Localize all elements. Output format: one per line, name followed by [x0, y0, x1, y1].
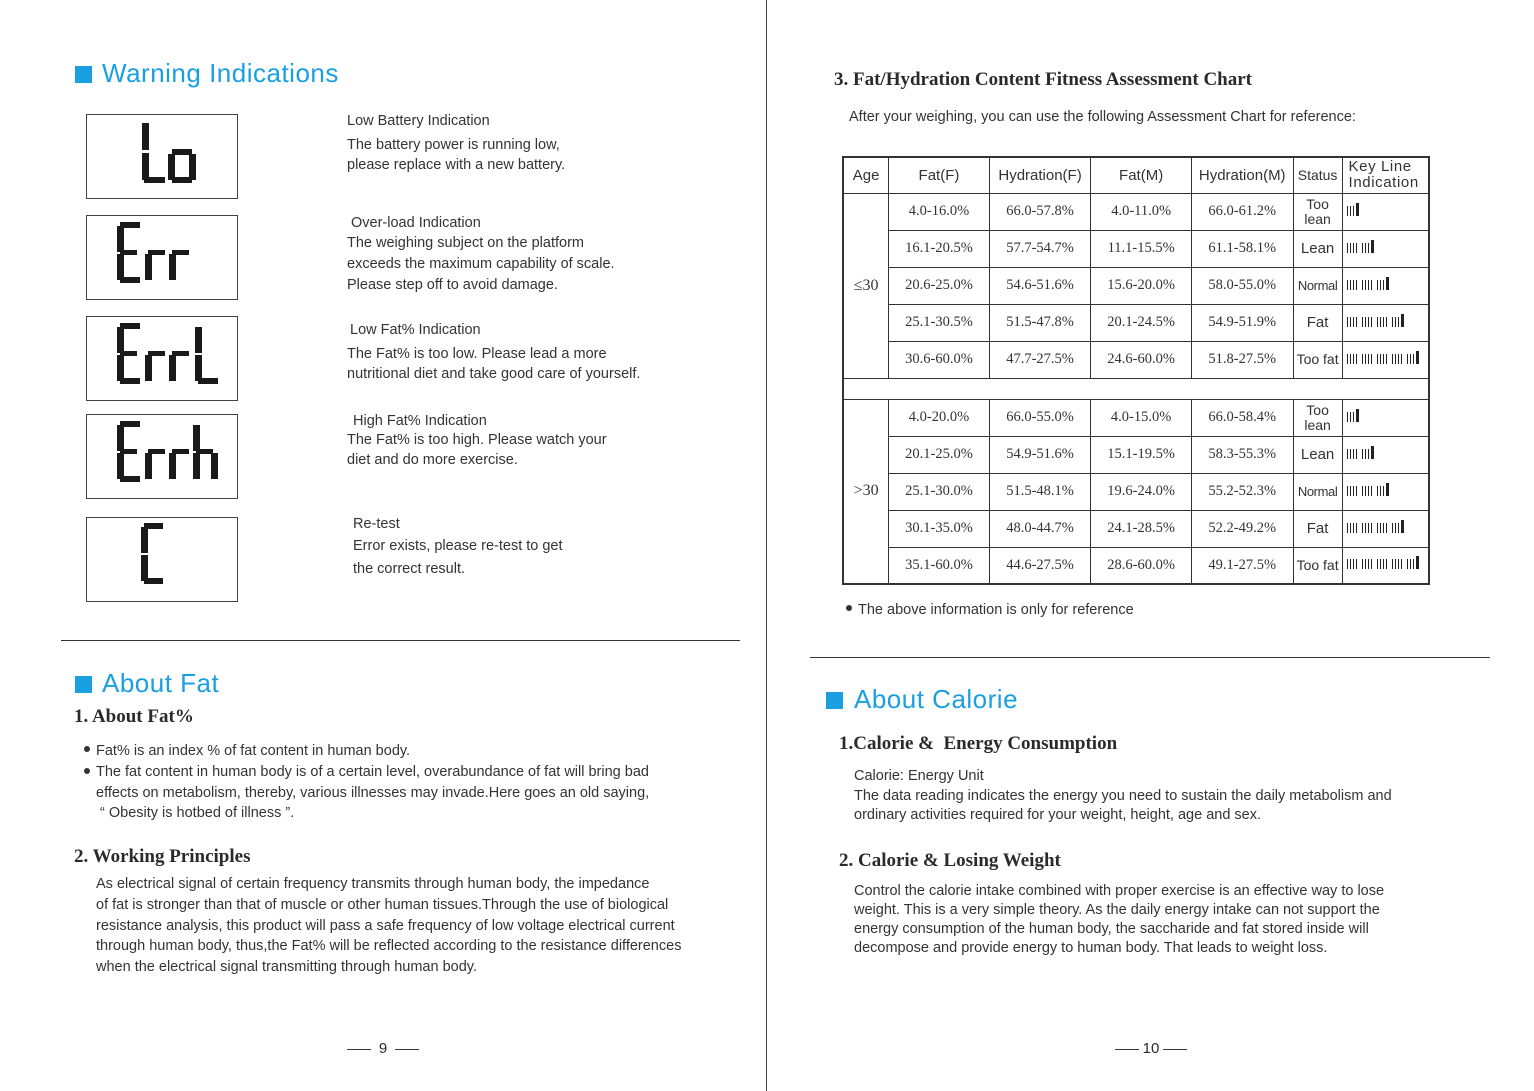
cell-hydration-f: 57.7-54.7%: [989, 230, 1091, 267]
calorie-text-1: [854, 767, 1392, 826]
cell-hydration-f: 51.5-48.1%: [989, 473, 1091, 510]
key-line-icon: [1347, 520, 1406, 533]
warning-title: Warning Indications: [102, 58, 339, 88]
cell-key-line: [1342, 399, 1429, 436]
text-line: effects on metabolism, thereby, various illnesses may invade.Here goes an old saying,: [96, 784, 650, 801]
warning-item-err: [347, 215, 747, 296]
cell-key-line: [1342, 267, 1429, 304]
text-line: diet and do more exercise.: [347, 452, 518, 468]
assessment-table: [842, 156, 1430, 585]
text-line: The data reading indicates the energy you need to sustain the daily metabolism and: [854, 787, 1392, 804]
page-number-right: [1115, 1040, 1187, 1060]
text-line: The weighing subject on the platform: [347, 235, 584, 251]
cell-fat-f: 20.6-25.0%: [889, 267, 989, 304]
page-number-text: 10: [1142, 1040, 1160, 1057]
section-square-icon: [826, 692, 843, 709]
lcd-errl-icon: [87, 317, 237, 400]
table-row: [843, 304, 1429, 341]
cell-key-line: [1342, 473, 1429, 510]
cell-status: Too fat: [1293, 341, 1342, 378]
fat-bullet-1: Fat% is an index % of fat content in human body.: [96, 743, 411, 759]
table-row: [843, 436, 1429, 473]
warning-item-title: High Fat% Indication: [353, 413, 487, 429]
page-number-left: [347, 1040, 419, 1060]
text-line: nutritional diet and take good care of yourself.: [347, 366, 641, 382]
key-line-icon: [1347, 556, 1421, 569]
text-line: ordinary activities required for your weight, height, age and sex.: [854, 807, 1262, 823]
header-fat-f: Fat(F): [889, 157, 989, 193]
page-number-dash: [1115, 1049, 1139, 1050]
fat-bullet-2: [96, 762, 649, 824]
cell-fat-m: 24.6-60.0%: [1091, 341, 1191, 378]
cell-status: Fat: [1293, 304, 1342, 341]
table-row: [843, 341, 1429, 378]
lcd-err: [86, 215, 238, 300]
warning-item-text: [353, 535, 753, 581]
page-divider: [766, 0, 767, 1091]
text-line: The Fat% is too low. Please lead a more: [347, 346, 607, 362]
lcd-errh: [86, 414, 238, 499]
cell-key-line: [1342, 230, 1429, 267]
lcd-err-icon: [87, 216, 237, 299]
working-principles-subtitle: 2. Working Principles: [74, 846, 251, 867]
group-separator: [843, 378, 1429, 399]
warning-item-retest: [353, 516, 753, 581]
cell-age-group: >30: [843, 399, 889, 584]
text-line: Control the calorie intake combined with proper exercise is an effective way to lose: [854, 883, 1385, 899]
text-line: The Fat% is too high. Please watch your: [347, 432, 607, 448]
warning-item-text: [347, 430, 747, 470]
text-line: energy consumption of the human body, the saccharide and fat stored inside will: [854, 921, 1369, 937]
table-row: [843, 399, 1429, 436]
table-row: [843, 547, 1429, 584]
warning-item-text: [347, 344, 747, 384]
cell-fat-f: 30.6-60.0%: [889, 341, 989, 378]
text-line: please replace with a new battery.: [347, 157, 566, 173]
cell-key-line: [1342, 547, 1429, 584]
lcd-c: [86, 517, 238, 602]
header-age: Age: [843, 157, 889, 193]
cell-status: Lean: [1293, 230, 1342, 267]
cell-fat-m: 4.0-15.0%: [1091, 399, 1191, 436]
table-row: [843, 267, 1429, 304]
warning-item-text: [347, 233, 747, 296]
section-square-icon: [75, 676, 92, 693]
table-header-row: [843, 157, 1429, 193]
key-line-icon: [1347, 409, 1361, 422]
cell-status: Lean: [1293, 436, 1342, 473]
cell-hydration-f: 66.0-55.0%: [989, 399, 1091, 436]
cell-status: Too fat: [1293, 547, 1342, 584]
cell-key-line: [1342, 193, 1429, 230]
calorie-text-2: [854, 882, 1384, 958]
left-section-divider: [61, 640, 740, 641]
key-line-icon: [1347, 351, 1421, 364]
cell-fat-m: 28.6-60.0%: [1091, 547, 1191, 584]
key-line-icon: [1347, 446, 1376, 459]
lcd-errl: [86, 316, 238, 401]
key-line-icon: [1347, 483, 1391, 496]
cell-fat-f: 4.0-16.0%: [889, 193, 989, 230]
warning-item-errh: [347, 413, 747, 470]
text-line: As electrical signal of certain frequency transmits through human body, the impedance: [96, 876, 650, 892]
about-fat-title: About Fat: [102, 668, 220, 698]
cell-hydration-m: 61.1-58.1%: [1191, 230, 1293, 267]
assessment-chart: [842, 156, 1430, 585]
table-row: [843, 193, 1429, 230]
cell-hydration-m: 66.0-58.4%: [1191, 399, 1293, 436]
section-square-icon: [75, 66, 92, 83]
bullet-icon: [846, 605, 852, 611]
cell-hydration-f: 44.6-27.5%: [989, 547, 1091, 584]
right-section-divider: [810, 657, 1490, 658]
lcd-lo-icon: [87, 115, 237, 198]
text-line: through human body, thus,the Fat% will be reflected according to the resistance differences: [96, 938, 682, 955]
cell-hydration-m: 66.0-61.2%: [1191, 193, 1293, 230]
chart-title: 3. Fat/Hydration Content Fitness Assessment Chart: [834, 69, 1252, 90]
text-line: “ Obesity is hotbed of illness ”.: [100, 805, 295, 821]
cell-fat-f: 30.1-35.0%: [889, 510, 989, 547]
lcd-errh-icon: [87, 415, 237, 498]
warning-item-title: Re-test: [353, 516, 400, 532]
cell-fat-m: 15.6-20.0%: [1091, 267, 1191, 304]
cell-hydration-f: 66.0-57.8%: [989, 193, 1091, 230]
text-line: resistance analysis, this product will pass a safe frequency of low voltage electrical current: [96, 917, 675, 934]
text-line: Calorie: Energy Unit: [854, 768, 984, 784]
lcd-c-icon: [87, 518, 237, 601]
text-line: of fat is stronger than that of muscle or other human tissues.Through the use of biological: [96, 896, 669, 913]
cell-fat-m: 19.6-24.0%: [1091, 473, 1191, 510]
cell-hydration-m: 58.0-55.0%: [1191, 267, 1293, 304]
cell-hydration-f: 51.5-47.8%: [989, 304, 1091, 341]
text-line: Please step off to avoid damage.: [347, 277, 558, 293]
cell-fat-f: 20.1-25.0%: [889, 436, 989, 473]
cell-hydration-m: 58.3-55.3%: [1191, 436, 1293, 473]
bullet-icon: [84, 746, 90, 752]
header-fat-m: Fat(M): [1091, 157, 1191, 193]
table-row: [843, 473, 1429, 510]
cell-fat-m: 4.0-11.0%: [1091, 193, 1191, 230]
warning-item-title: Over-load Indication: [351, 215, 481, 231]
warning-item-text: [347, 135, 747, 175]
text-line: The battery power is running low,: [347, 137, 560, 153]
key-line-icon: [1347, 203, 1361, 216]
cell-key-line: [1342, 341, 1429, 378]
cell-fat-f: 4.0-20.0%: [889, 399, 989, 436]
cell-key-line: [1342, 510, 1429, 547]
cell-key-line: [1342, 436, 1429, 473]
warning-item-errl: [347, 322, 747, 384]
text-line: the correct result.: [353, 561, 466, 577]
lcd-lo: [86, 114, 238, 199]
cell-fat-m: 15.1-19.5%: [1091, 436, 1191, 473]
bullet-icon: [84, 768, 90, 774]
table-row: [843, 230, 1429, 267]
cell-status: Fat: [1293, 510, 1342, 547]
cell-hydration-f: 48.0-44.7%: [989, 510, 1091, 547]
chart-note: The above information is only for reference: [858, 602, 1134, 618]
about-fat-subtitle: 1. About Fat%: [74, 706, 194, 727]
text-line: when the electrical signal transmitting through human body.: [96, 959, 477, 976]
cell-fat-m: 11.1-15.5%: [1091, 230, 1191, 267]
cell-hydration-f: 47.7-27.5%: [989, 341, 1091, 378]
text-line: decompose and provide energy to human body. That leads to weight loss.: [854, 940, 1328, 956]
cell-fat-m: 20.1-24.5%: [1091, 304, 1191, 341]
key-line-icon: [1347, 277, 1391, 290]
cell-status: Normal: [1293, 473, 1342, 510]
table-row: [843, 510, 1429, 547]
cell-status: Too lean: [1293, 399, 1342, 436]
text-line: weight. This is a very simple theory. As the daily energy intake can not support the: [854, 902, 1380, 918]
page-number-text: 9: [378, 1040, 388, 1057]
cell-key-line: [1342, 304, 1429, 341]
page-number-dash: [347, 1049, 371, 1050]
cell-fat-m: 24.1-28.5%: [1091, 510, 1191, 547]
warning-item-lo: [347, 113, 747, 175]
calorie-subtitle-1: 1.Calorie & Energy Consumption: [839, 733, 1118, 754]
cell-status: Too lean: [1293, 193, 1342, 230]
cell-hydration-m: 55.2-52.3%: [1191, 473, 1293, 510]
cell-hydration-m: 52.2-49.2%: [1191, 510, 1293, 547]
cell-age-group: ≤30: [843, 193, 889, 378]
cell-hydration-f: 54.6-51.6%: [989, 267, 1091, 304]
working-principles-text: [96, 874, 681, 978]
cell-hydration-m: 51.8-27.5%: [1191, 341, 1293, 378]
header-hydration-f: Hydration(F): [989, 157, 1091, 193]
header-key-line: Key Line Indication: [1342, 157, 1429, 193]
cell-hydration-f: 54.9-51.6%: [989, 436, 1091, 473]
warning-item-title: Low Fat% Indication: [350, 322, 481, 338]
warning-item-title: Low Battery Indication: [347, 113, 490, 129]
text-line: The fat content in human body is of a certain level, overabundance of fat will bring bad: [96, 764, 649, 780]
text-line: exceeds the maximum capability of scale.: [347, 256, 615, 272]
page-number-dash: [395, 1049, 419, 1050]
about-calorie-title: About Calorie: [854, 684, 1019, 714]
group-separator-row: [843, 378, 1429, 399]
chart-intro: After your weighing, you can use the following Assessment Chart for reference:: [849, 109, 1356, 125]
cell-fat-f: 35.1-60.0%: [889, 547, 989, 584]
page-number-dash: [1163, 1049, 1187, 1050]
key-line-icon: [1347, 314, 1406, 327]
cell-hydration-m: 49.1-27.5%: [1191, 547, 1293, 584]
cell-fat-f: 25.1-30.5%: [889, 304, 989, 341]
cell-fat-f: 16.1-20.5%: [889, 230, 989, 267]
text-line: Error exists, please re-test to get: [353, 538, 563, 554]
cell-fat-f: 25.1-30.0%: [889, 473, 989, 510]
key-line-icon: [1347, 240, 1376, 253]
cell-status: Normal: [1293, 267, 1342, 304]
calorie-subtitle-2: 2. Calorie & Losing Weight: [839, 850, 1061, 871]
header-status: Status: [1293, 157, 1342, 193]
header-hydration-m: Hydration(M): [1191, 157, 1293, 193]
cell-hydration-m: 54.9-51.9%: [1191, 304, 1293, 341]
